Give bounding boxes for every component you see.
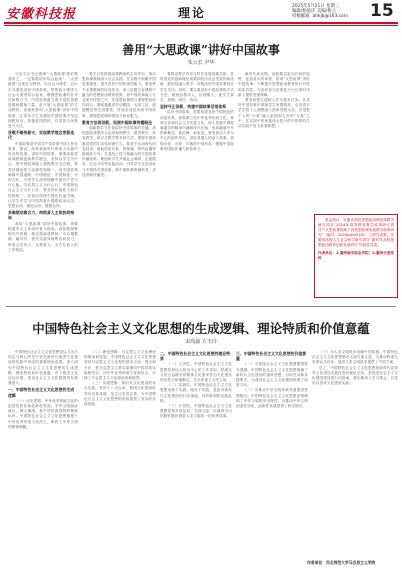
section-heading: 一、中国特色社会主义文化思想的生成逻辑 xyxy=(8,387,75,398)
author-affiliation: 作者单位：1.滁州城市职业学院；2.滁州市委党校 xyxy=(318,250,395,260)
body-paragraph: 善用“大思政课”讲好中国故事，需要构建多元主体协同育人格局。高校要统筹校内外资源，推动思政课教师、专业课教师、辅导员、校外实践导师等协同发力，形成全员育人、全程育人、全方位育人的工作格局。 xyxy=(8,221,78,252)
body-paragraph: 要充分发挥思政课教师的主导作用，推动思政课教师深入社会实践，在实践中积累中国故事素材，提升讲好中国故事的能力。要发挥专业课教师的协同作用，深入挖掘专业课程中蕴含的思想政治教育资源，将中国故事融入专业知识传授之中，实现思政课程与课程思政同向同行。要积极邀请劳动模范、大国工匠、道德模范等走进课堂，讲述亲身经历的中国故事，增强思政课的感染力和说服力。 xyxy=(82,72,156,118)
section-heading: 多维联动聚合力，构筑育人主体协同格局 xyxy=(8,210,75,221)
funding-info-box xyxy=(314,214,398,298)
article2-column-4 xyxy=(236,350,308,572)
body-paragraph: 创新教学方法是讲好中国故事的关键。高校思政课要综合运用案例教学、情景教学、体验教学、研讨式教学等多种方法，增强中国故事讲述的生动性和吸引力。要善于运用现代信息技术，借助虚拟仿真、短视频、网络直播等新媒体平台，打造线上线下相融合的中国故事传播矩阵。要组织学生开展社会调研、志愿服务、红色寻访等实践活动，引导学生在亲身参与中感悟中国故事，做中国故事的倾听者、讲述者和传播者。 xyxy=(82,126,156,177)
body-paragraph: （一）为建设社会主义文化强国提供根本遵循。中国特色社会主义文化思想明确了新时代文化建设的指导思想、目标任务和实践要求，为建设社会主义文化强国指明了前进方向。 xyxy=(236,362,308,388)
body-paragraph: （三）实践逻辑：新时代文化建设的伟大实践。党的十八大以来，我国文化建设取得历史性成就、发生历史性变革，为中国特色社会主义文化思想的形成提供了坚实的实践基础。 xyxy=(84,381,156,407)
article1-column-5 xyxy=(314,72,398,210)
section-title: 理论 xyxy=(178,6,207,20)
body-paragraph: 要推动教学内容与时代发展同频共振，及时将党的创新理论成果和经济社会发展的新成就、新经验融入教学，用鲜活的中国故事回应学生关切。同时，要注重讲好中国故事的方式方法，做到以情动人、以理服人，使学生真学、真懂、真信、真用。 xyxy=(160,72,234,103)
article2-column-3 xyxy=(160,350,232,572)
article2-title: 中国特色社会主义文化思想的生成逻辑、理论特质和价值意蕴 xyxy=(32,321,370,336)
article1-author: 朱云长 尹华 xyxy=(187,60,215,66)
date-line: 2025年5月21日 星期三 xyxy=(292,4,340,9)
body-paragraph: （一）人民性。中国特色社会主义文化思想坚持以人民为中心的工作导向，把满足人民日益增长的精神文化需求作为文化建设的出发点和落脚点，充分体现了人民立场。 xyxy=(160,362,232,383)
section-heading: 教育方法再创新，拓展中国故事传播路径 xyxy=(82,119,153,125)
article2-column-5 xyxy=(312,350,398,556)
body-paragraph: 中国特色社会主义文化思想是以习近平同志为核心的党中央在新时代推进文化建设的实践中形成的重要理论成果。深入研究中国特色社会主义文化思想的生成逻辑、理论特质和价值意蕴，对于推进文化自信自强、建设社会主义文化强国具有重要意义。 xyxy=(8,350,78,386)
body-paragraph: （三）开放性。中国特色社会主义文化思想坚持开放包容、交流互鉴，以海纳百川的胸怀吸收借鉴人类文明的一切优秀成果。 xyxy=(160,404,232,419)
section-heading: 坚持守正创新，构建中国故事话语体系 xyxy=(160,104,227,110)
article2-author-note: 作者单位：河北师范大学马克思主义学院 xyxy=(307,560,376,565)
article1-column-2 xyxy=(82,72,156,302)
article2-author: 宋尚渝 方玉玲 xyxy=(185,339,217,345)
article1-column-1 xyxy=(8,72,78,302)
body-paragraph: （二）为推动中华文明传承发展提供思想指引。中国特色社会主义文化思想深刻阐明了中华文明的突出特性，为推动中华文明创造性转化、创新性发展提供了科学指引。 xyxy=(236,388,308,409)
body-paragraph: （三）为人类文明进步贡献中国智慧。中国特色社会主义文化思想倡导文明交流互鉴，为推动构建人类命运共同体、促进人类文明进步提供了中国方案。 xyxy=(312,350,398,365)
body-paragraph: （一）历史逻辑：中华优秀传统文化的创造性转化和创新性发展。中华文明源远流长，博大精深，是中华民族独特的精神标识。中国特色社会主义文化思想植根于中华优秀传统文化沃土，吸收了中华文明的精神精髓。 xyxy=(8,398,78,429)
email-line: 投稿邮箱: ahkjb@163.com xyxy=(292,14,349,19)
body-paragraph: 习近平总书记强调“‘大思政课’我们要善用之，一定要跟现实结合起来”。“大思政课”以现实为教材，以社会为课堂，以行走为课堂讲好中国故事，把思政小课堂与社会大课堂结合起来，增强思政课的针对性和吸引力。中国故事蕴含着丰富的思想资源和精神力量，是开展“大思政课”的生动教材。高校要善用“大思政课”讲好中国故事，让青年学生在感悟中国故事中坚定理想信念，厚植爱国情怀，自觉担当民族复兴大任。 xyxy=(8,72,78,129)
masthead-rule-thin xyxy=(4,25,398,26)
body-paragraph: （二）实践性。中国特色社会主义文化思想来源于实践、服务于实践，是指导新时代文化建设的行动指南，具有鲜明的实践品格。 xyxy=(160,383,232,403)
section-heading: 三、中国特色社会主义文化思想的价值意蕴 xyxy=(236,351,307,362)
body-paragraph: 讲好中国故事，需要构建具有中国特色的话语体系。高校要立足中华优秀传统文化、革命文化和社会主义先进文化，深入挖掘中国故事蕴含的精神内涵和时代价值，形成融通中外的新概念、新范畴、新表述。要坚持以人民为中心的创作导向，讲好普通人的奋斗故事，展现可信、可爱、可敬的中国形象，增强中国故事的国际传播力和影响力。 xyxy=(160,110,234,151)
article1-column-3 xyxy=(160,72,234,302)
article-separator xyxy=(6,306,396,307)
section-heading: 二、中国特色社会主义文化思想的理论特质 xyxy=(160,351,231,362)
funding-text: 基金项目：安徽省高校思想政治理论课教学研究项目“2024年高等教育教学改革研究项目”“大思政课视域下高校思政课实践教学改革研究”（编号：2024jyxm2181）之研究成果；安徽省高校人文社会科学研究项目“新时代高校思想政治教育创新发展研究”阶段性成果。 xyxy=(318,218,394,248)
newspaper-brand: 安徽科技报 xyxy=(6,7,77,22)
page-number: 15 xyxy=(370,1,394,21)
article2-column-1 xyxy=(8,350,78,572)
editor-line: 编辑/杨旅洋 美编/鲁云 xyxy=(292,9,336,14)
masthead-meta xyxy=(292,4,348,19)
article2-column-2 xyxy=(84,350,156,572)
section-heading: 弦歌不辍传薪火，实现教学理念更新迭代 xyxy=(8,130,75,141)
body-paragraph: 总之，中国特色社会主义文化思想是新时代党领导文化建设实践经验的理论总结，是推进社会主义文化强国建设的行动指南，我们要深入学习领会，自觉用以指导文化建设实践。 xyxy=(312,365,398,386)
masthead-rule xyxy=(4,22,398,24)
body-paragraph: 要坚持把立德树人作为根本任务，在讲好中国故事中厚植学生家国情怀，引导青年学生将个人理想融入国家发展大局，自觉把个人的“小我”融入祖国和人民的“大我”之中，在实现中华民族伟大复兴的中国梦的生动实践中放飞青春梦想。 xyxy=(238,98,310,129)
body-paragraph: 新时代新征程，高校要以更加开放的视野、更加务实的举措，善用“大思政课”讲好中国故事，不断提升思想政治教育的针对性和实效性，为培养担当民族复兴大任的时代新人提供坚强保障。 xyxy=(238,72,310,97)
body-paragraph: 中国故事是中国共产党带领中国人民在革命、建设、改革和新时代的伟大实践中形成的故事。讲好中国故事，需要高校思政课教师更新教学理念，坚持以学生为中心，把中国故事融入课程教学全过程。要坚持理论性与实践性相统一，用中国故事阐释中国道路、中国理论、中国制度、中国文化，引导学生深刻理解中国共产党为什么能、马克思主义为什么行、中国特色社会主义为什么好。要坚持价值性与知识性相统一，在知识传授中强化价值引领，让学生在学习中国故事中增强政治认同、思想认同、理论认同、情感认同。 xyxy=(8,141,78,209)
body-paragraph: （二）理论逻辑：马克思主义文化理论的继承和发展。中国特色社会主义文化思想坚持马克思主义文化观的基本立场、观点和方法，把马克思主义基本原理同中国具体实际相结合、同中华优秀传统文化相结合，开辟了马克思主义文化理论的新境界。 xyxy=(84,350,156,381)
masthead xyxy=(0,0,402,22)
article1-title: 善用“大思政课”讲好中国故事 xyxy=(122,43,280,57)
article1-column-4 xyxy=(238,72,310,302)
